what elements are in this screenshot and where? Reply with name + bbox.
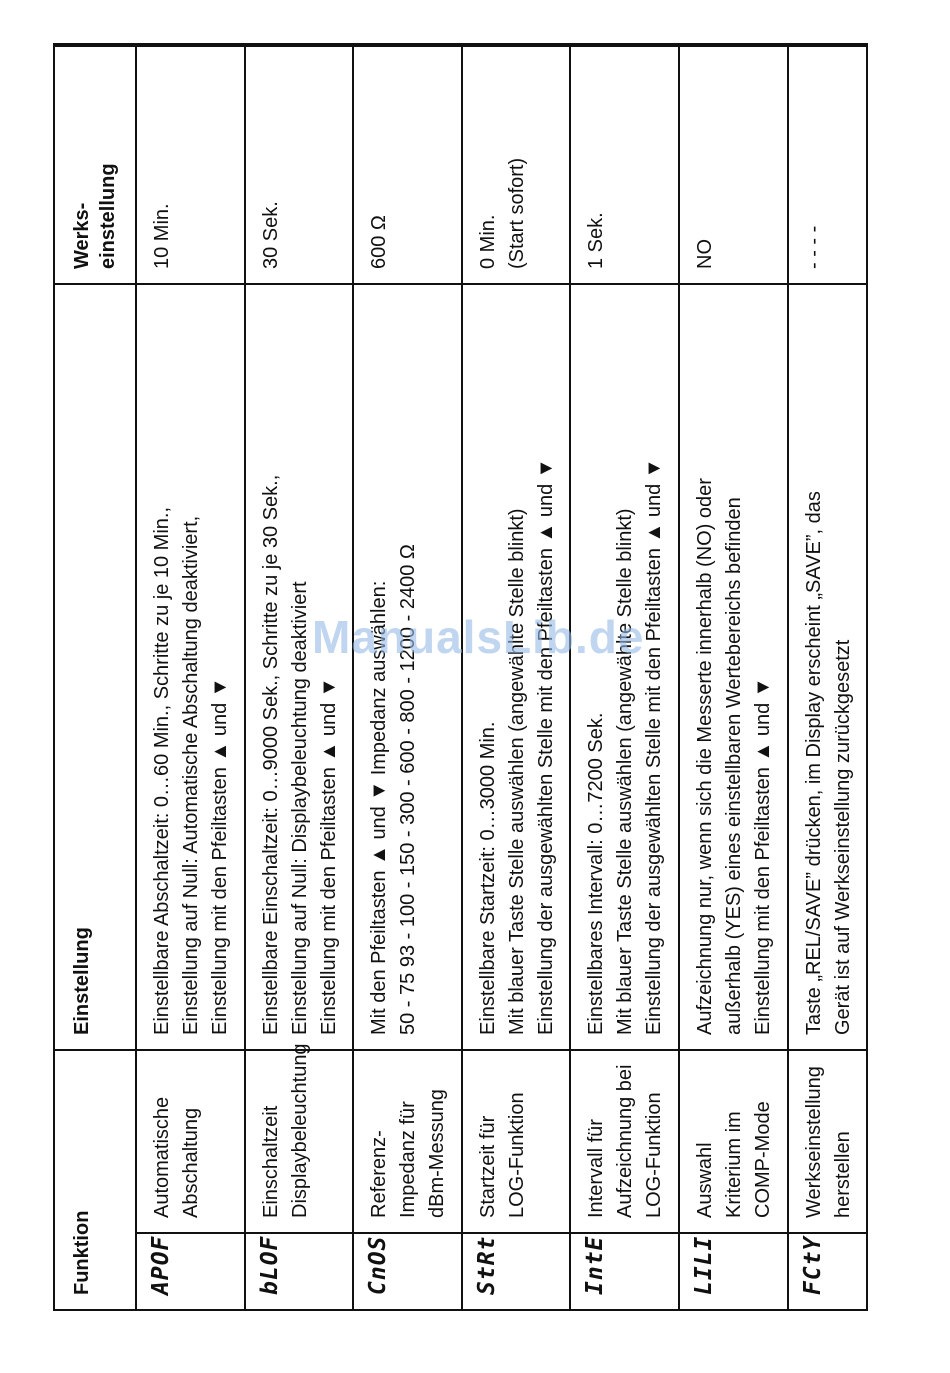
settings-table	[53, 43, 868, 1311]
function-cell: Intervall für Aufzeichnung bei LOG-Funktion	[570, 1050, 679, 1233]
header-setting: Einstellung	[54, 284, 136, 1050]
table-row	[788, 44, 867, 1310]
setting-line: Einstellung mit den Pfeiltasten ▲ und ▼	[751, 677, 774, 1035]
header-default	[54, 44, 136, 284]
default-cell: 0 Min. (Start sofort)	[462, 44, 571, 284]
setting-line: außerhalb (YES) eines einstellbaren Wertebereichs befinden	[722, 497, 745, 1035]
setting-line: Einstellung auf Null: Displaybeleuchtung deaktiviert	[288, 581, 311, 1035]
setting-line: Gerät ist auf Werkseinstellung zurückgesetzt	[831, 639, 854, 1035]
setting-cell	[353, 284, 462, 1050]
setting-line: Einstellung mit den Pfeiltasten ▲ und ▼	[209, 677, 231, 1035]
settings-table-rotated	[53, 45, 868, 1311]
function-cell: Einschaltzeit Displaybeleuchtung	[245, 1050, 354, 1233]
setting-line: Einstellbare Einschaltzeit: 0…9000 Sek., Schritte zu je 30 Sek.,	[259, 474, 282, 1035]
lcd-display-code: StRt	[473, 1235, 500, 1295]
lcd-code-cell	[353, 1233, 462, 1310]
setting-cell	[462, 284, 571, 1050]
setting-cell	[788, 284, 867, 1050]
setting-cell	[136, 284, 245, 1050]
table-row	[136, 44, 245, 1310]
lcd-display-code: CnOS	[365, 1235, 392, 1295]
lcd-display-code: FCtY	[799, 1235, 826, 1295]
table-row	[570, 44, 679, 1310]
header-default-line2: einstellung	[97, 163, 119, 269]
default-cell: 30 Sek.	[245, 44, 354, 284]
lcd-code-cell	[679, 1233, 788, 1310]
header-function: Funktion	[54, 1050, 136, 1310]
table-row	[679, 44, 788, 1310]
setting-line: Mit blauer Taste Stelle auswählen (angewählte Stelle blinkt)	[614, 508, 637, 1035]
setting-line: Taste „REL/SAVE” drücken, im Display erscheint „SAVE”, das	[802, 491, 825, 1035]
setting-cell	[679, 284, 788, 1050]
table-row	[245, 44, 354, 1310]
setting-line: 50 - 75 93 - 100 - 150 - 300 - 600 - 800 - 1200 - 2400 Ω	[397, 544, 420, 1035]
lcd-display-code: LILI	[690, 1235, 717, 1295]
lcd-code-cell	[136, 1233, 245, 1310]
function-cell: Startzeit für LOG-Funktion	[462, 1050, 571, 1233]
setting-line: Einstellung auf Null: Automatische Abschaltung deaktiviert,	[180, 515, 202, 1035]
default-cell: - - - -	[788, 44, 867, 284]
table-row	[462, 44, 571, 1310]
function-cell: Werkseinstellung herstellen	[788, 1050, 867, 1233]
setting-line: Einstellbare Abschaltzeit: 0…60 Min., Schritte zu je 10 Min.,	[151, 506, 173, 1035]
default-cell: 1 Sek.	[570, 44, 679, 284]
header-row	[54, 44, 136, 1310]
setting-line: Einstellung der ausgewählten Stelle mit den Pfeiltasten ▲ und ▼	[643, 458, 666, 1035]
lcd-display-code: bLOF	[256, 1235, 283, 1295]
lcd-code-cell	[462, 1233, 571, 1310]
function-cell: Auswahl Kriterium im COMP-Mode	[679, 1050, 788, 1233]
function-cell: Automatische Abschaltung	[136, 1050, 245, 1233]
default-cell: NO	[679, 44, 788, 284]
default-cell: 600 Ω	[353, 44, 462, 284]
setting-line: Mit blauer Taste Stelle auswählen (angewählte Stelle blinkt)	[505, 508, 528, 1035]
header-default-line1: Werks-	[71, 202, 93, 269]
setting-line: Aufzeichnung nur, wenn sich die Messerte innerhalb (NO) oder	[693, 478, 716, 1035]
lcd-display-code: APOF	[148, 1235, 174, 1295]
setting-cell	[570, 284, 679, 1050]
watermark: ManualsLib.de	[312, 611, 645, 663]
table-row	[353, 44, 462, 1310]
setting-line: Einstellung der ausgewählten Stelle mit den Pfeiltasten ▲ und ▼	[534, 458, 557, 1035]
setting-line: Einstellbares Intervall: 0…7200 Sek.	[585, 712, 608, 1035]
setting-line: Einstellbare Startzeit: 0…3000 Min.	[476, 721, 499, 1035]
setting-line: Mit den Pfeiltasten ▲ und ▼ Impedanz auswählen:	[368, 580, 391, 1035]
lcd-code-cell	[788, 1233, 867, 1310]
default-cell: 10 Min.	[136, 44, 245, 284]
setting-line: Einstellung mit den Pfeiltasten ▲ und ▼	[317, 677, 340, 1035]
function-cell: Referenz-Impedanz für dBm-Messung	[353, 1050, 462, 1233]
lcd-code-cell	[245, 1233, 354, 1310]
lcd-display-code: IntE	[582, 1235, 609, 1295]
setting-cell	[245, 284, 354, 1050]
lcd-code-cell	[570, 1233, 679, 1310]
